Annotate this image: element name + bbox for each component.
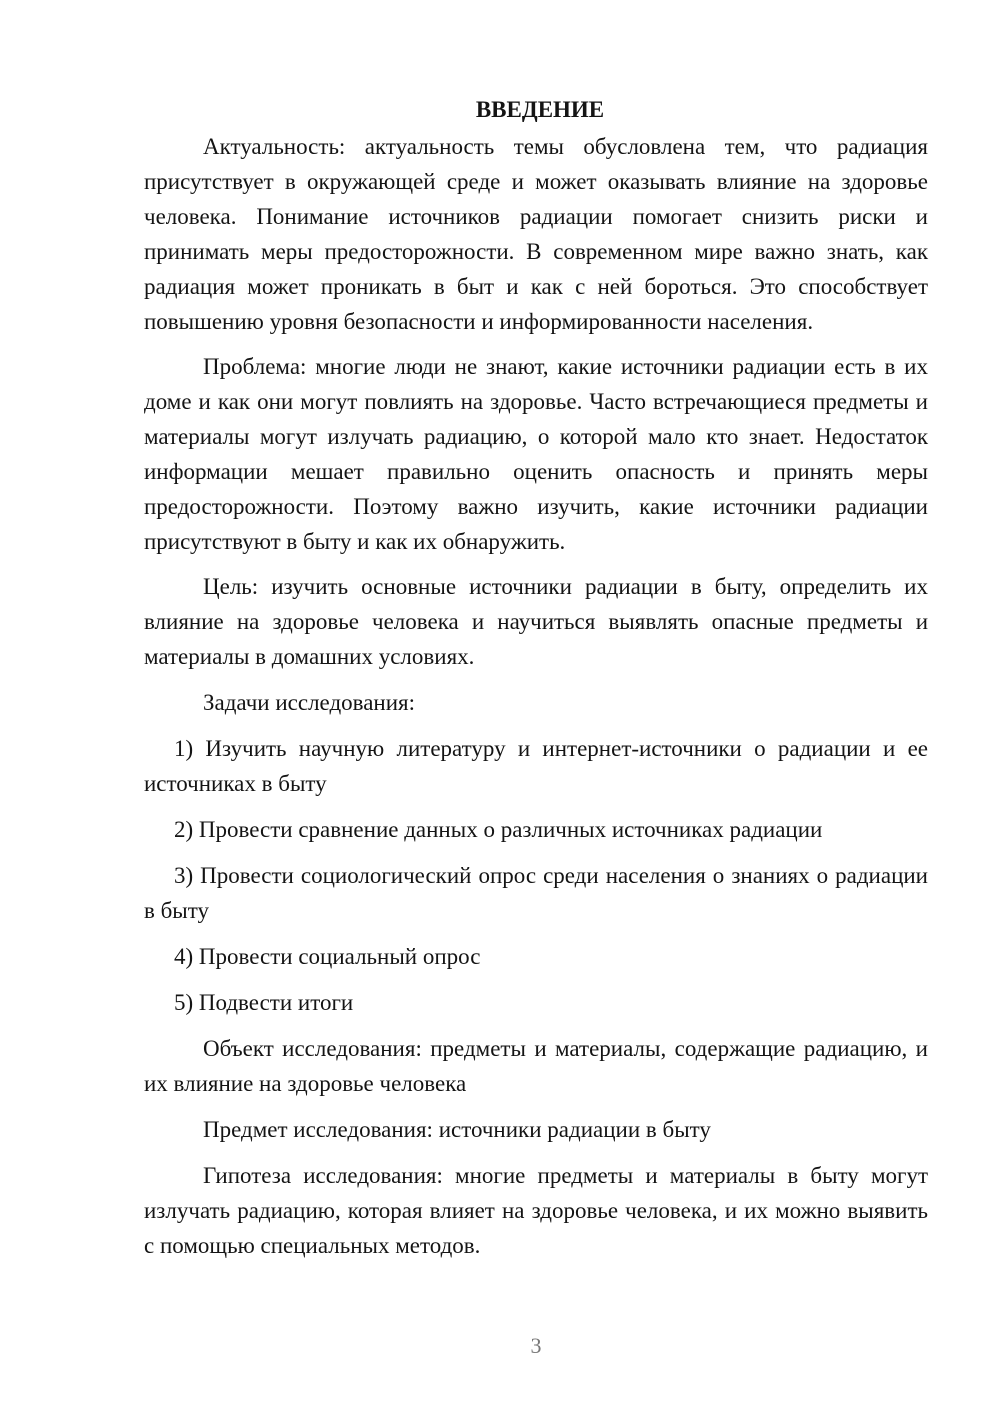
tasks-heading: Задачи исследования: [203,690,416,715]
task-item-5: 5) Подвести итоги [174,990,354,1015]
task-item-2: 2) Провести сравнение данных о различных источниках радиации [174,817,823,842]
page-title: ВВЕДЕНИЕ [475,97,605,122]
task-item-3: 3) Провести социологический опрос среди населения о знаниях о радиации в быту [144,863,928,923]
object-paragraph: Объект исследования: предметы и материалы, содержащие радиацию, и их влияние на здоровье человека [144,1036,928,1096]
goal-paragraph: Цель: изучить основные источники радиации в быту, определить их влияние на здоровье человека и научиться выявлять опасные предметы и материалы в домашних условиях. [144,574,928,669]
document-page [144,92,928,1263]
page-number: 3 [530,1333,542,1358]
task-item-1: 1) Изучить научную литературу и интернет-источники о радиации и ее источниках в быту [144,736,928,796]
hypothesis-paragraph: Гипотеза исследования: многие предметы и материалы в быту могут излучать радиацию, которая влияет на здоровье человека, и их можно выявить с помощью специальных методов. [144,1163,928,1258]
subject-paragraph: Предмет исследования: источники радиации в быту [203,1117,711,1142]
relevance-paragraph: Актуальность: актуальность темы обусловлена тем, что радиация присутствует в окружающей среде и может оказывать влияние на здоровье человека. Понимание источников радиации помогает снизить риски и принимать меры предосторожности. В современном мире важно знать, как радиация может проникать в быт и как с ней бороться. Это способствует повышению уровня безопасности и информированности населения. [144,134,928,334]
problem-paragraph: Проблема: многие люди не знают, какие источники радиации есть в их доме и как они могут повлиять на здоровье. Часто встречающиеся предметы и материалы могут излучать радиацию, о которой мало кто знает. Недостаток информации мешает правильно оценить опасность и принять меры предосторожности. Поэтому важно изучить, какие источники радиации присутствуют в быту и как их обнаружить. [144,354,928,554]
task-item-4: 4) Провести социальный опрос [174,944,481,969]
